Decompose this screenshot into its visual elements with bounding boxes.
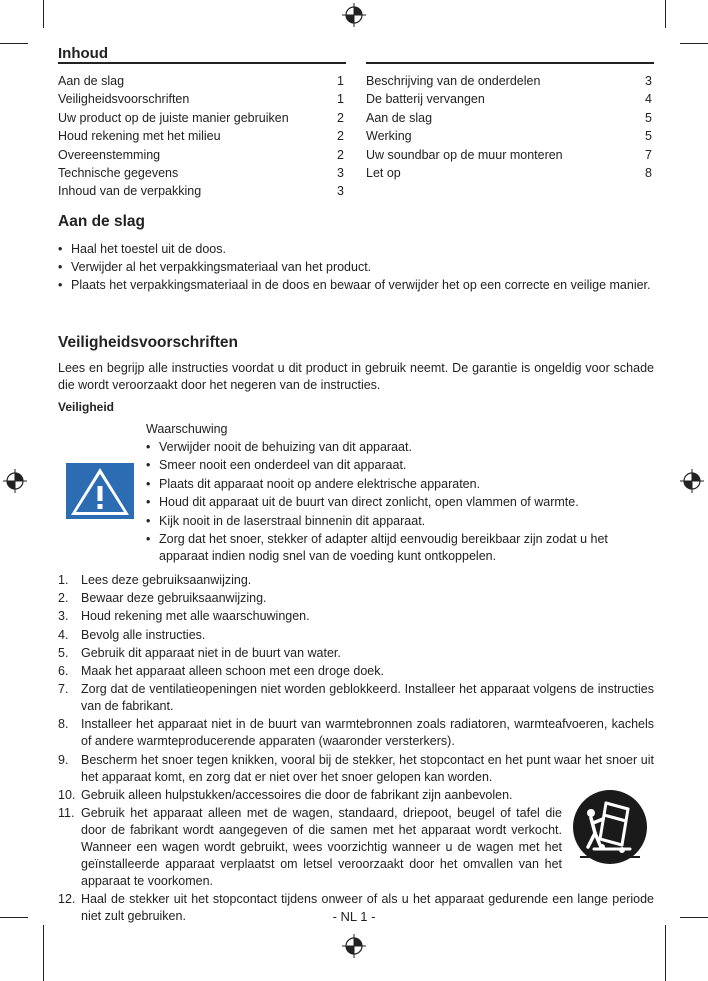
registration-mark-icon	[679, 468, 705, 494]
toc-divider	[58, 62, 346, 64]
list-item: • Plaats dit apparaat nooit op andere elektrische apparaten.	[146, 476, 656, 493]
list-item: 6. Maak het apparaat alleen schoon met een droge doek.	[58, 663, 384, 678]
list-item: 8. Installeer het apparaat niet in de buurt van warmtebronnen zoals radiatoren, warmteafvoeren, kachels of andere warmteproducerende apparaten (waaronder versterkers).	[58, 717, 654, 749]
crop-mark	[43, 925, 44, 981]
page-number: - NL 1 -	[332, 909, 376, 924]
warning-title: Waarschuwing	[146, 422, 228, 436]
toc-entry[interactable]: Let op 8	[366, 166, 652, 181]
crop-mark	[0, 43, 28, 44]
crop-mark	[665, 0, 666, 28]
toc-entry[interactable]: Overeenstemming 2	[58, 147, 344, 162]
toc-entry[interactable]: Werking 5	[366, 129, 652, 144]
list-item: • Haal het toestel uit de doos.	[58, 241, 654, 258]
toc-entry[interactable]: Houd rekening met het milieu 2	[58, 129, 344, 144]
warning-icon	[66, 463, 134, 519]
list-item: 4. Bevolg alle instructies.	[58, 627, 206, 642]
section-heading-safety: Veiligheidsvoorschriften	[58, 334, 239, 351]
toc-title: Inhoud	[58, 45, 108, 62]
list-item: • Smeer nooit een onderdeel van dit apparaat.	[146, 457, 656, 474]
list-item: 7. Zorg dat de ventilatieopeningen niet worden geblokkeerd. Installeer het apparaat volgens de instructies van de fabrikant.	[58, 682, 654, 714]
list-item: 12. Haal de stekker uit het stopcontact tijdens onweer of als u het apparaat gedurende een lange periode niet zult gebruiken.	[58, 892, 654, 924]
registration-mark-icon	[2, 468, 28, 494]
list-item: 2. Bewaar deze gebruiksaanwijzing.	[58, 591, 267, 606]
getting-started-list	[58, 241, 654, 295]
list-item: • Houd dit apparaat uit de buurt van direct zonlicht, open vlammen of warmte.	[146, 494, 656, 511]
toc-entry[interactable]: Aan de slag 5	[366, 110, 652, 125]
toc-entry[interactable]: De batterij vervangen 4	[366, 92, 652, 107]
list-item: • Kijk nooit in de laserstraal binnenin dit apparaat.	[146, 513, 656, 530]
list-item: 11. Gebruik het apparaat alleen met de wagen, standaard, driepoot, beugel of tafel die door de fabrikant wordt aangegeven of die samen met het apparaat wordt verkocht. Wanneer een wagen wordt gebruikt, wees voorzichtig wanneer u de wagen met het geïnstalleerde apparaat verplaatst om letsel veroorzaakt door het omvallen van het apparaat te voorkomen.	[58, 805, 562, 888]
list-item: • Verwijder nooit de behuizing van dit apparaat.	[146, 439, 656, 456]
list-item: 10. Gebruik alleen hulpstukken/accessoires die door de fabrikant zijn aanbevolen.	[58, 787, 513, 802]
list-item: 3. Houd rekening met alle waarschuwingen.	[58, 609, 310, 624]
toc-entry[interactable]: Beschrijving van de onderdelen 3	[366, 74, 652, 88]
safety-intro: Lees en begrijp alle instructies voordat u dit product in gebruik neemt. De garantie is ongeldig voor schade die wordt veroorzaakt door het negeren van de instructies.	[58, 361, 654, 392]
toc-entry[interactable]: Technische gegevens 3	[58, 166, 344, 181]
crop-mark	[43, 0, 44, 28]
safety-subheading: Veiligheid	[58, 400, 115, 414]
registration-mark-icon	[341, 933, 367, 959]
toc-entry[interactable]: Inhoud van de verpakking 3	[58, 184, 344, 199]
list-item: 5. Gebruik dit apparaat niet in de buurt van water.	[58, 645, 341, 660]
crop-mark	[665, 925, 666, 981]
cart-warning-icon	[572, 789, 648, 865]
toc-entry[interactable]: Uw product op de juiste manier gebruiken 2	[58, 110, 344, 125]
registration-mark-icon	[341, 2, 367, 28]
section-heading-getting-started: Aan de slag	[58, 213, 145, 230]
toc-right-column	[366, 72, 652, 182]
toc-entry[interactable]: Uw soundbar op de muur monteren 7	[366, 147, 652, 162]
toc-entry[interactable]: Veiligheidsvoorschriften 1	[58, 92, 344, 107]
list-item: • Zorg dat het snoer, stekker of adapter altijd eenvoudig bereikbaar zijn zodat u het apparaat indien nodig snel van de voeding kunt ontkoppelen.	[146, 531, 656, 566]
toc-divider	[366, 62, 654, 64]
toc-left-column	[58, 72, 344, 201]
list-item: 1. Lees deze gebruiksaanwijzing.	[58, 573, 252, 587]
list-item: • Verwijder al het verpakkingsmateriaal van het product.	[58, 259, 654, 276]
toc-entry[interactable]: Aan de slag 1	[58, 74, 344, 88]
warning-block	[146, 421, 656, 567]
list-item: • Plaats het verpakkingsmateriaal in de doos en bewaar of verwijder het op een correcte en veilige manier.	[58, 277, 654, 294]
list-item: 9. Bescherm het snoer tegen knikken, vooral bij de stekker, het stopcontact en het punt waar het snoer uit het apparaat komt, en zorg dat er niet over het snoer gelopen kan worden.	[58, 752, 654, 784]
crop-mark	[680, 43, 708, 44]
safety-numbered-list	[58, 572, 654, 926]
